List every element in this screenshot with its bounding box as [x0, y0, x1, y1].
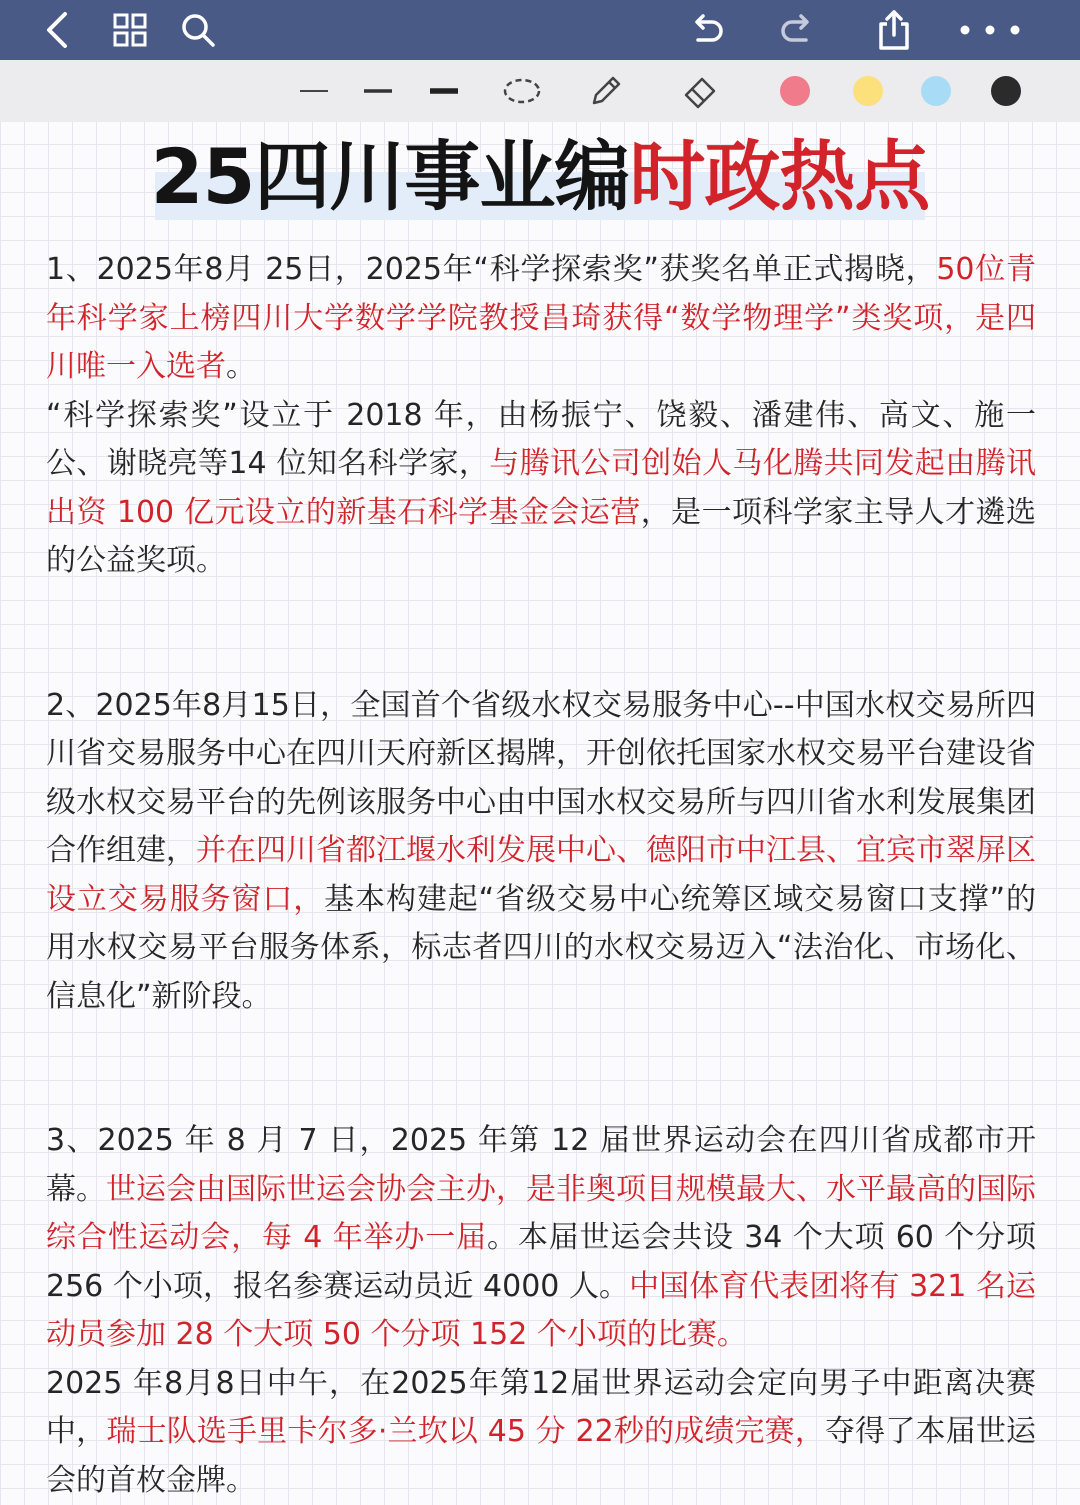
grid-button[interactable]	[108, 8, 152, 52]
title-black: 25四川事业编	[151, 132, 630, 221]
more-button[interactable]	[950, 8, 1030, 52]
color-blue[interactable]	[916, 71, 956, 111]
title-red: 时政热点	[629, 132, 929, 221]
text-segment: 夺得了本届世运会的首枚金牌。	[46, 1414, 1036, 1498]
text-segment: 3、2025 年 8 月 7 日，2025 年第 12 届世界运动会在四川省成都市开幕。	[46, 1123, 1036, 1207]
text-segment: 1、2025年8月 25日，2025年“科学探索奖”获奖名单正式揭晓，	[46, 252, 936, 287]
thin-line-tool[interactable]	[294, 71, 334, 111]
lasso-icon	[502, 76, 542, 106]
spacer	[46, 586, 1036, 634]
highlight-segment: 中国体育代表团将有 321 名运动员参加 28 个大项 50 个分项 152 个小项的比赛。	[46, 1269, 1036, 1353]
highlight-segment: 50位青年科学家上榜四川大学数学学院教授昌琦获得“数学物理学”类奖项，是四川唯一入选者	[46, 252, 1036, 384]
page-title	[151, 134, 930, 220]
more-icon	[955, 24, 1025, 36]
share-button[interactable]	[872, 8, 916, 52]
paragraph-2	[46, 392, 1036, 586]
yellow-swatch	[853, 76, 883, 106]
undo-icon	[686, 10, 726, 50]
note-content	[46, 246, 1036, 1505]
color-yellow[interactable]	[848, 71, 888, 111]
grid-icon	[112, 12, 148, 48]
paragraph-1	[46, 246, 1036, 392]
redo-icon	[778, 10, 818, 50]
share-icon	[874, 8, 914, 52]
text-segment: ，是一项科学家主导人才遴选的公益奖项。	[46, 495, 1036, 579]
color-pink[interactable]	[775, 71, 815, 111]
pencil-tool[interactable]	[586, 71, 626, 111]
spacer	[46, 1069, 1036, 1117]
pencil-icon	[586, 71, 626, 111]
highlight-segment: 并在四川省都江堰水利发展中心、德阳市中江县、宜宾市翠屏区设立交易服务窗口，	[46, 833, 1036, 917]
text-segment: 2025 年8月8日中午，在2025年第12届世界运动会定向男子中距离决赛中，	[46, 1366, 1036, 1450]
medium-line-icon	[362, 86, 394, 96]
paragraph-4	[46, 1117, 1036, 1360]
paragraph-3	[46, 682, 1036, 1022]
color-black[interactable]	[986, 71, 1026, 111]
pink-swatch	[780, 76, 810, 106]
thick-line-icon	[428, 86, 460, 96]
black-swatch	[991, 76, 1021, 106]
thin-line-icon	[298, 86, 330, 96]
search-icon	[180, 12, 216, 48]
highlight-segment: 世运会由国际世运会协会主办，是非奥项目规模最大、水平最高的国际综合性运动会，每 4 年举办一届	[46, 1172, 1036, 1256]
paragraph-5	[46, 1360, 1036, 1505]
text-segment: 。本届世运会共设 34 个大项 60 个分项 256 个小项，报名参赛运动员近 4000 人。	[46, 1220, 1036, 1304]
text-segment: “科学探索奖”设立于 2018 年，由杨振宁、饶毅、潘建伟、高文、施一公、谢晓亮等14 位知名科学家，	[46, 398, 1036, 482]
thick-line-tool[interactable]	[424, 71, 464, 111]
spacer	[46, 634, 1036, 682]
blue-swatch	[921, 76, 951, 106]
eraser-icon	[680, 71, 720, 111]
drawing-toolbar	[0, 60, 1080, 122]
text-segment: 。	[226, 349, 256, 384]
text-segment: 基本构建起“省级交易中心统筹区域交易窗口支撑”的用水权交易平台服务体系，标志者四川的水权交易迈入“法治化、市场化、信息化”新阶段。	[46, 882, 1036, 1014]
medium-line-tool[interactable]	[358, 71, 398, 111]
back-button[interactable]	[36, 8, 80, 52]
spacer	[46, 1021, 1036, 1069]
undo-button[interactable]	[684, 8, 728, 52]
redo-button[interactable]	[776, 8, 820, 52]
highlight-segment: 与腾讯公司创始人马化腾共同发起由腾讯出资 100 亿元设立的新基石科学基金会运营	[46, 446, 1036, 530]
text-segment: 2、2025年8月15日，全国首个省级水权交易服务中心--中国水权交易所四川省交易服务中心在四川天府新区揭牌，开创依托国家水权交易平台建设省级水权交易平台的先例该服务中心由中国水权交易所与四川省水利发展集团合作组建，	[46, 688, 1036, 869]
top-nav-bar	[0, 0, 1080, 60]
title-area	[0, 134, 1080, 220]
lasso-tool[interactable]	[502, 71, 542, 111]
back-icon	[43, 10, 73, 50]
eraser-tool[interactable]	[680, 71, 720, 111]
highlight-segment: 瑞士队选手里卡尔多·兰坎以 45 分 22秒的成绩完赛，	[106, 1414, 825, 1449]
search-button[interactable]	[176, 8, 220, 52]
